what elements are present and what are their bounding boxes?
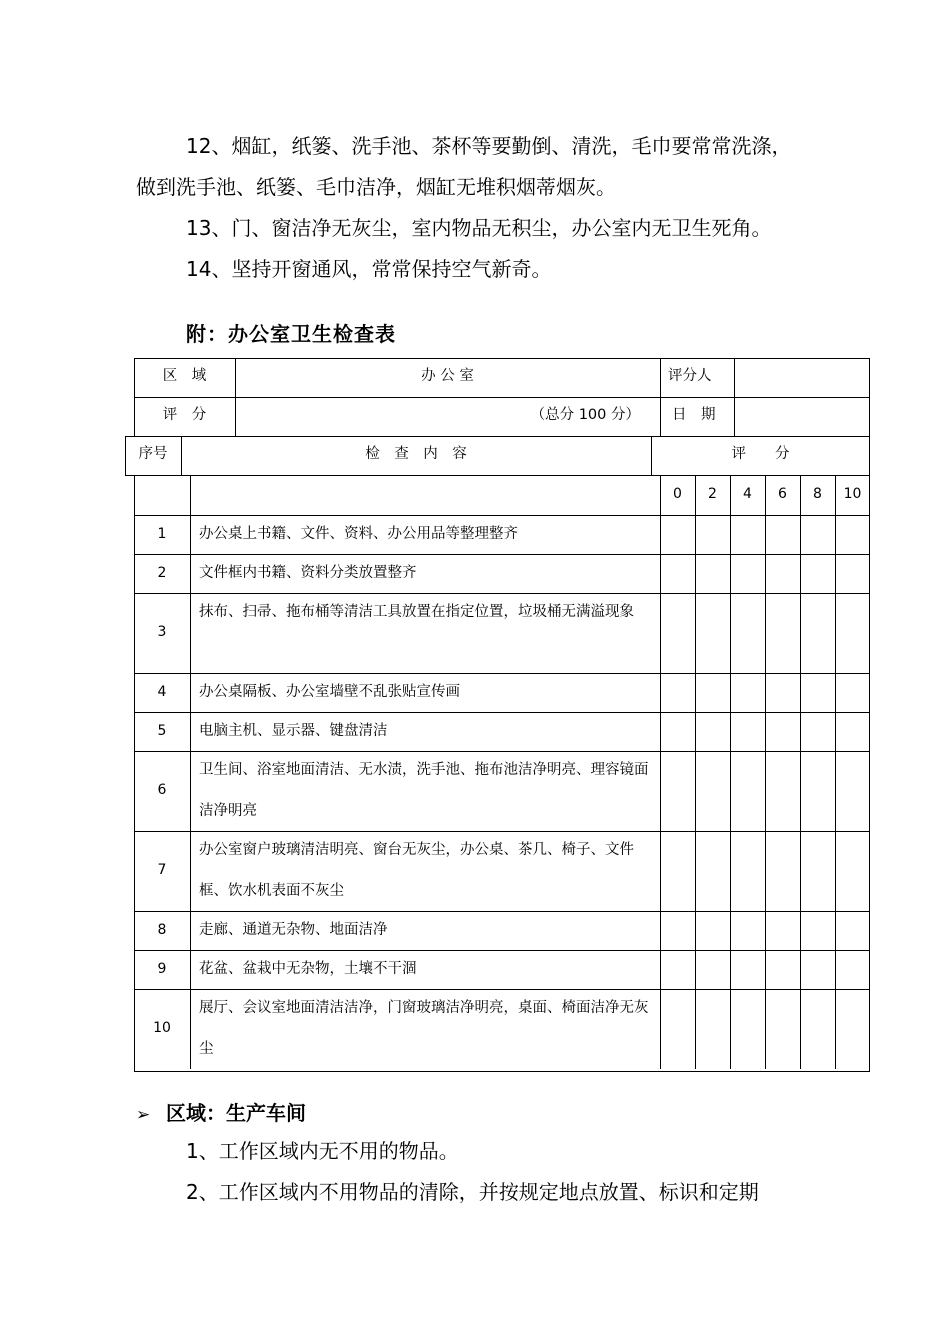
score-level-10: 10 xyxy=(843,486,862,502)
score-level-2: 2 xyxy=(708,486,717,502)
section-item-2: 2、工作区域内不用物品的清除，并按规定地点放置、标识和定期 xyxy=(186,1180,759,1204)
score-cell[interactable] xyxy=(695,831,730,911)
score-cell[interactable] xyxy=(730,554,765,593)
row-content: 走廊、通道无杂物、地面洁净 xyxy=(199,922,388,938)
score-cell[interactable] xyxy=(765,554,800,593)
section-title: 区域：生产车间 xyxy=(166,1101,306,1125)
paragraph-13: 13、门、窗洁净无灰尘，室内物品无积尘，办公室内无卫生死角。 xyxy=(186,216,772,240)
row-content: 办公室窗户玻璃清洁明亮、窗台无灰尘，办公桌、茶几、椅子、文件框、饮水机表面不灰尘 xyxy=(199,842,634,899)
score-cell[interactable] xyxy=(695,911,730,950)
row-number: 3 xyxy=(157,624,167,640)
score-cell[interactable] xyxy=(695,712,730,751)
row-number: 1 xyxy=(157,525,167,542)
scorer-label: 评分人 xyxy=(668,368,712,384)
paragraph-14: 14、坚持开窗通风，常常保持空气新奇。 xyxy=(186,257,552,281)
row-number: 5 xyxy=(157,722,167,739)
score-level-8: 8 xyxy=(813,486,822,502)
score-cell[interactable] xyxy=(660,593,695,673)
score-cell[interactable] xyxy=(660,950,695,989)
row-number: 10 xyxy=(153,1020,171,1036)
score-level-6: 6 xyxy=(778,486,787,502)
col-content-header: 检 查 内 容 xyxy=(365,446,467,462)
row-content: 文件框内书籍、资料分类放置整齐 xyxy=(199,565,417,581)
score-cell[interactable] xyxy=(765,950,800,989)
col-no-header: 序号 xyxy=(138,446,168,462)
score-cell[interactable] xyxy=(695,554,730,593)
score-cell[interactable] xyxy=(800,751,835,831)
area-label: 区 域 xyxy=(162,368,207,384)
score-cell[interactable] xyxy=(765,989,800,1069)
score-cell[interactable] xyxy=(730,593,765,673)
score-cell[interactable] xyxy=(800,515,835,554)
score-cell[interactable] xyxy=(800,950,835,989)
row-number: 6 xyxy=(157,782,167,798)
score-cell[interactable] xyxy=(835,950,870,989)
score-cell[interactable] xyxy=(765,593,800,673)
col-score-header: 评 分 xyxy=(731,446,790,462)
score-cell[interactable] xyxy=(695,751,730,831)
row-number: 7 xyxy=(157,862,167,878)
score-cell[interactable] xyxy=(660,515,695,554)
score-cell[interactable] xyxy=(660,554,695,593)
row-number: 4 xyxy=(157,683,167,700)
score-cell[interactable] xyxy=(800,673,835,712)
row-content: 办公桌上书籍、文件、资料、办公用品等整理整齐 xyxy=(199,526,518,542)
score-cell[interactable] xyxy=(765,911,800,950)
score-cell[interactable] xyxy=(765,751,800,831)
score-cell[interactable] xyxy=(695,593,730,673)
score-cell[interactable] xyxy=(695,989,730,1069)
paragraph-12-line1: 12、烟缸，纸篓、洗手池、茶杯等要勤倒、清洗，毛巾要常常洗涤， xyxy=(186,134,792,158)
score-cell[interactable] xyxy=(800,911,835,950)
score-label: 评 分 xyxy=(162,407,207,423)
score-cell[interactable] xyxy=(660,751,695,831)
area-value: 办 公 室 xyxy=(421,368,474,384)
score-cell[interactable] xyxy=(835,515,870,554)
score-cell[interactable] xyxy=(730,989,765,1069)
attach-heading: 附：办公室卫生检查表 xyxy=(186,322,396,346)
score-cell[interactable] xyxy=(800,554,835,593)
score-cell[interactable] xyxy=(730,831,765,911)
date-label: 日 期 xyxy=(672,407,716,423)
score-value: （总分 100 分） xyxy=(530,407,640,423)
score-cell[interactable] xyxy=(660,911,695,950)
score-cell[interactable] xyxy=(835,831,870,911)
row-number: 2 xyxy=(157,564,167,581)
score-cell[interactable] xyxy=(835,673,870,712)
score-cell[interactable] xyxy=(800,989,835,1069)
score-level-4: 4 xyxy=(743,486,752,502)
score-cell[interactable] xyxy=(695,515,730,554)
score-cell[interactable] xyxy=(730,673,765,712)
row-content: 抹布、扫帚、拖布桶等清洁工具放置在指定位置，垃圾桶无满溢现象 xyxy=(199,604,634,620)
row-content: 花盆、盆栽中无杂物，土壤不干涸 xyxy=(199,961,417,977)
score-cell[interactable] xyxy=(695,950,730,989)
score-cell[interactable] xyxy=(835,593,870,673)
section-heading xyxy=(136,1097,306,1126)
score-cell[interactable] xyxy=(660,989,695,1069)
arrow-bullet-icon: ➢ xyxy=(136,1105,151,1125)
score-cell[interactable] xyxy=(835,554,870,593)
grid-vline xyxy=(190,475,191,1069)
score-cell[interactable] xyxy=(695,673,730,712)
score-cell[interactable] xyxy=(800,831,835,911)
score-cell[interactable] xyxy=(765,831,800,911)
row-content: 展厅、会议室地面清洁洁净，门窗玻璃洁净明亮，桌面、椅面洁净无灰尘 xyxy=(199,1000,649,1057)
score-cell[interactable] xyxy=(660,712,695,751)
row-content: 卫生间、浴室地面清洁、无水渍，洗手池、拖布池洁净明亮、理容镜面洁净明亮 xyxy=(199,762,649,819)
row-number: 9 xyxy=(157,960,167,977)
score-cell[interactable] xyxy=(730,712,765,751)
score-cell[interactable] xyxy=(660,831,695,911)
score-cell[interactable] xyxy=(835,989,870,1069)
score-cell[interactable] xyxy=(730,911,765,950)
score-cell[interactable] xyxy=(765,515,800,554)
row-content: 电脑主机、显示器、键盘清洁 xyxy=(199,723,388,739)
score-cell[interactable] xyxy=(730,950,765,989)
score-cell[interactable] xyxy=(800,712,835,751)
score-cell[interactable] xyxy=(800,593,835,673)
score-cell[interactable] xyxy=(765,673,800,712)
row-number: 8 xyxy=(157,921,167,938)
score-cell[interactable] xyxy=(835,911,870,950)
score-cell[interactable] xyxy=(730,751,765,831)
score-cell[interactable] xyxy=(660,673,695,712)
score-cell[interactable] xyxy=(835,751,870,831)
section-item-1: 1、工作区域内无不用的物品。 xyxy=(186,1139,459,1163)
score-level-0: 0 xyxy=(673,486,682,502)
score-cell[interactable] xyxy=(730,515,765,554)
row-content: 办公桌隔板、办公室墙壁不乱张贴宣传画 xyxy=(199,684,460,700)
score-cell[interactable] xyxy=(765,712,800,751)
score-cell[interactable] xyxy=(835,712,870,751)
paragraph-12-line2: 做到洗手池、纸篓、毛巾洁净，烟缸无堆积烟蒂烟灰。 xyxy=(136,175,616,199)
